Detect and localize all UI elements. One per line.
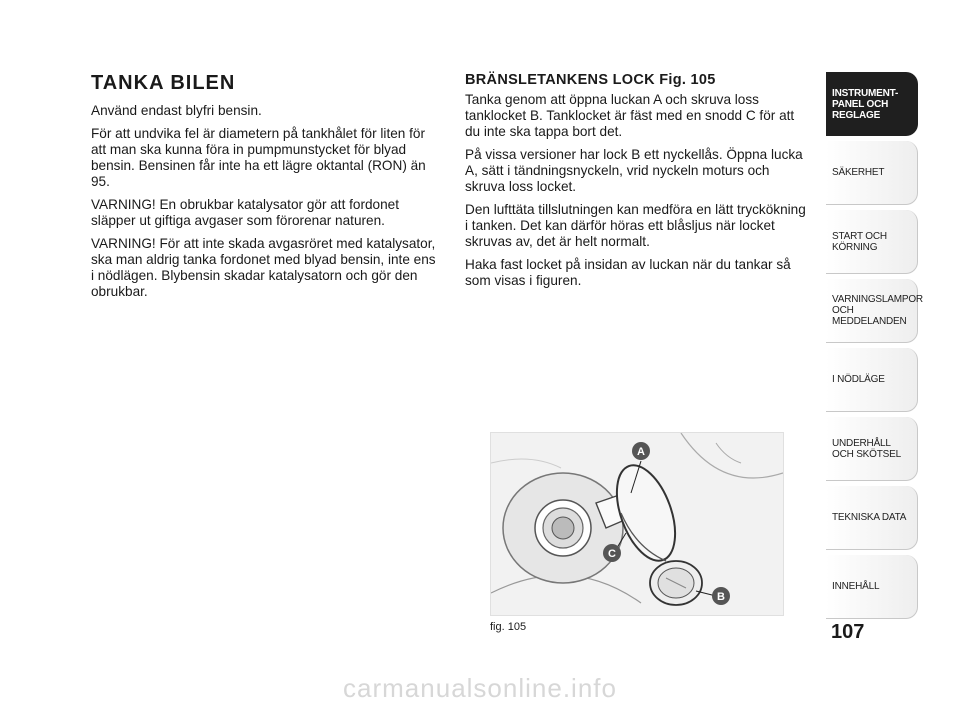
page-number: 107 — [831, 621, 865, 643]
watermark: carmanualsonline.info — [343, 673, 617, 703]
left-column — [91, 72, 441, 307]
tab-label: UNDERHÅLL OCH SKÖTSEL — [832, 437, 901, 460]
tab-label: INNEHÅLL — [832, 581, 880, 592]
paragraph: Den lufttäta tillslutningen kan medföra en lätt tryckökning i tanken. Det kan därför höras ett blåsljus när locket skruvas av, det är helt normalt. — [465, 202, 806, 249]
fuel-cap-illustration — [491, 433, 783, 615]
tab-emergency[interactable] — [826, 348, 918, 412]
right-column — [465, 72, 810, 296]
tab-technical-data[interactable] — [826, 486, 918, 550]
paragraph: VARNING! För att inte skada avgasröret med katalysator, ska man aldrig tanka fordonet med blyad bensin, inte ens i nödlägen. Blybensin skadar katalysatorn och gör den obrukbar. — [91, 236, 436, 299]
paragraph: För att undvika fel är diametern på tankhålet för liten för att man ska kunna föra in pumpmunstycket för blyad bensin. Bensinen får inte ha ett lägre oktantal (RON) än 95. — [91, 126, 426, 189]
tab-starting-driving[interactable] — [826, 210, 918, 274]
paragraph: Använd endast blyfri bensin. — [91, 103, 262, 118]
tab-label: TEKNISKA DATA — [832, 512, 907, 523]
tab-label: SÄKERHET — [832, 167, 885, 178]
tab-label: INSTRUMENT- PANEL OCH REGLAGE — [832, 87, 899, 121]
tab-warning-lights[interactable] — [826, 279, 923, 343]
tab-contents[interactable] — [826, 555, 918, 619]
tab-label: VARNINGSLAMPOR OCH MEDDELANDEN — [832, 294, 923, 327]
tab-instrument-panel[interactable] — [826, 72, 918, 136]
callout-a-label: A — [637, 446, 645, 458]
paragraph: VARNING! En obrukbar katalysator gör att fordonet släpper ut giftiga avgaser som förorenar naturen. — [91, 197, 400, 228]
tab-label: I NÖDLÄGE — [832, 374, 885, 385]
paragraph: Tanka genom att öppna luckan A och skruva loss tanklocket B. Tanklocket är fäst med en snodd C för att du inte ska tappa bort det. — [465, 92, 795, 139]
section-subtitle: BRÄNSLETANKENS LOCK Fig. 105 — [465, 72, 716, 88]
figure-caption: fig. 105 — [490, 621, 527, 633]
paragraph: Haka fast locket på insidan av luckan när du tankar så som visas i figuren. — [465, 257, 791, 288]
chapter-sidebar — [826, 72, 923, 624]
callout-c-label: C — [608, 548, 616, 560]
figure-fuel-cap — [490, 432, 784, 616]
paragraph: På vissa versioner har lock B ett nyckellås. Öppna lucka A, sätt i tändningsnyckeln, vrid nyckeln moturs och skruva loss locket. — [465, 147, 803, 194]
tab-safety[interactable] — [826, 141, 918, 205]
callout-b-label: B — [717, 591, 725, 603]
tab-maintenance[interactable] — [826, 417, 918, 481]
tab-label: START OCH KÖRNING — [832, 230, 887, 253]
section-title: TANKA BILEN — [91, 72, 236, 94]
